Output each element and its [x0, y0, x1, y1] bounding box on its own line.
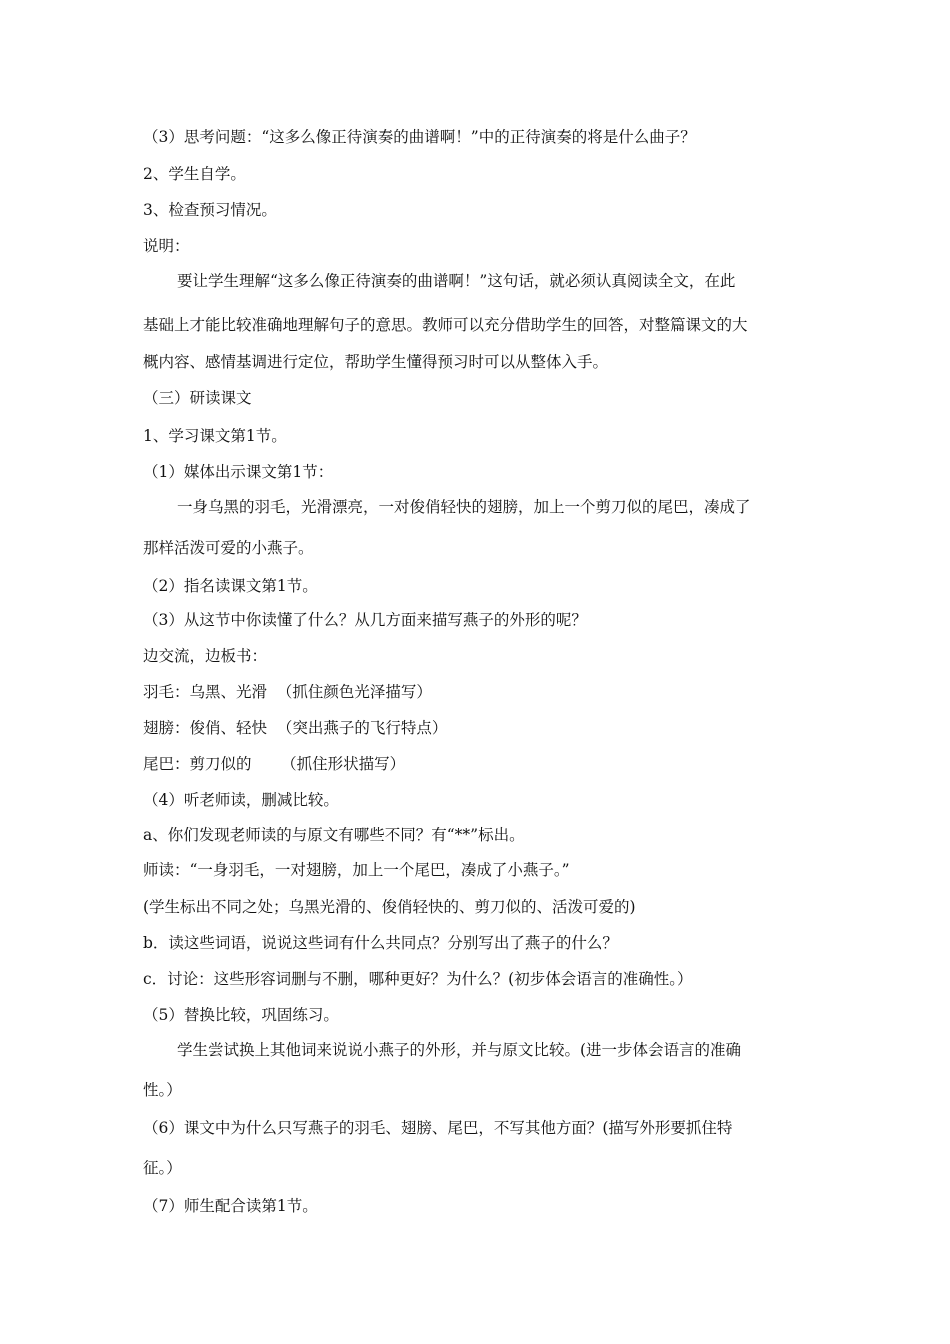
text-line: （5）替换比较，巩固练习。	[143, 1006, 339, 1024]
paragraph-line: 概内容、感情基调进行定位，帮助学生懂得预习时可以从整体入手。	[143, 353, 609, 371]
text-line: 说明：	[143, 237, 190, 255]
text-line: 征。）	[143, 1159, 182, 1177]
paragraph-line: 学生尝试换上其他词来说说小燕子的外形，并与原文比较。(进一步体会语言的准确	[177, 1041, 742, 1059]
text-line: （7）师生配合读第1节。	[143, 1197, 318, 1215]
paragraph-line: 性。）	[143, 1081, 182, 1099]
quote-line: 那样活泼可爱的小燕子。	[143, 539, 314, 557]
text-line: （1）媒体出示课文第1节：	[143, 463, 334, 481]
text-line: （3）从这节中你读懂了什么？从几方面来描写燕子的外形的呢？	[143, 611, 587, 629]
text-line: （6）课文中为什么只写燕子的羽毛、翅膀、尾巴，不写其他方面？(描写外形要抓住特	[143, 1119, 733, 1137]
text-line: （4）听老师读，删减比较。	[143, 791, 339, 809]
board-note-wings: 翅膀：俊俏、轻快 （突出燕子的飞行特点）	[143, 719, 448, 737]
text-line: 边交流，边板书：	[143, 647, 268, 665]
text-line: (学生标出不同之处；乌黑光滑的、俊俏轻快的、剪刀似的、活泼可爱的)	[143, 898, 636, 916]
text-line: 1、学习课文第1节。	[143, 427, 287, 445]
paragraph-line: 基础上才能比较准确地理解句子的意思。教师可以充分借助学生的回答，对整篇课文的大	[143, 316, 748, 334]
board-note-feathers: 羽毛：乌黑、光滑 （抓住颜色光泽描写）	[143, 683, 432, 701]
paragraph-line: 要让学生理解“这多么像正待演奏的曲谱啊！”这句话，就必须认真阅读全文，在此	[177, 272, 736, 290]
text-line: （2）指名读课文第1节。	[143, 577, 318, 595]
quote-line: 一身乌黑的羽毛，光滑漂亮，一对俊俏轻快的翅膀，加上一个剪刀似的尾巴，凑成了	[177, 498, 751, 516]
text-line: 2、学生自学。	[143, 165, 246, 183]
text-line: a、你们发现老师读的与原文有哪些不同？有“**”标出。	[143, 826, 525, 844]
board-note-tail: 尾巴：剪刀似的 （抓住形状描写）	[143, 755, 406, 773]
text-line: b．读这些词语，说说这些词有什么共同点？分别写出了燕子的什么？	[143, 934, 618, 952]
text-line: c．讨论：这些形容词删与不删，哪种更好？为什么？(初步体会语言的准确性。）	[143, 970, 693, 988]
text-line: 师读：“一身羽毛，一对翅膀，加上一个尾巴，凑成了小燕子。”	[143, 861, 570, 879]
text-line: 3、检查预习情况。	[143, 201, 277, 219]
section-heading: （三）研读课文	[143, 389, 252, 407]
text-line: （3）思考问题：“这多么像正待演奏的曲谱啊！”中的正待演奏的将是什么曲子？	[143, 128, 696, 146]
